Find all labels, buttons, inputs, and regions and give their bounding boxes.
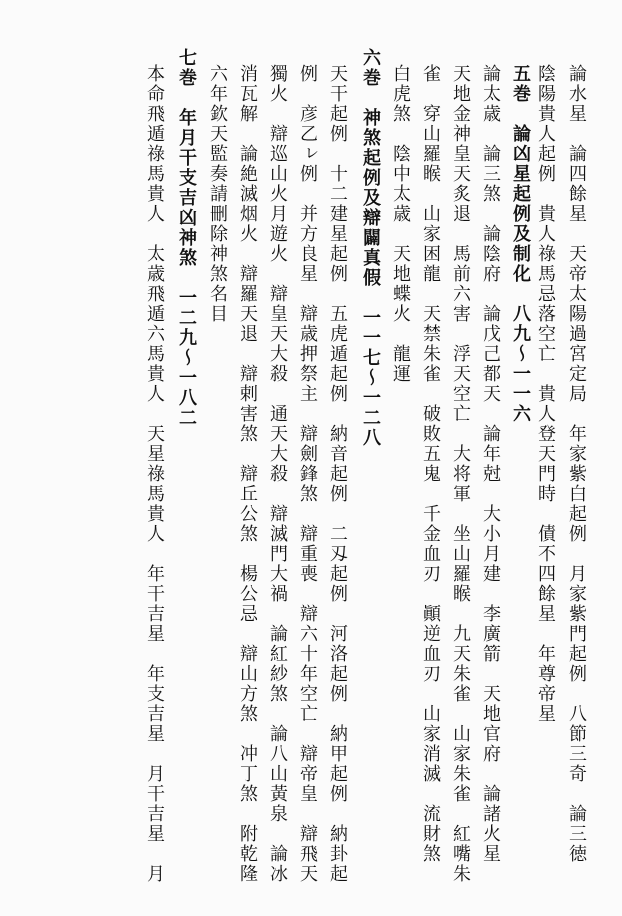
toc-column-15: 本命飛遁祿馬貴人 太歳飛遁六馬貴人 天星祿馬貴人 年干吉星 年支吉星 月干吉星 月	[144, 64, 165, 884]
toc-column-5: 天地金神皇天炙退 馬前六害 浮天空亡 大将軍 坐山羅睺 九天朱雀 山家朱雀 紅嘴朱	[450, 64, 471, 884]
toc-column-11: 獨火 辯巡山火月遊火 辯皇天大殺 通天大殺 辯滅門大禍 論紅紗煞 論八山黃泉 論冰	[267, 64, 288, 884]
toc-column-2: 陰陽貴人起例 貴人祿馬忌落空亡 貴人登天門時 債不四餘星 年尊帝星	[535, 64, 556, 724]
toc-column-1: 論水星 論四餘星 天帝太陽過宮定局 年家紫白起例 月家紫門起例 八節三奇 論三徳	[566, 64, 587, 864]
toc-column-7: 白虎煞 陰中太歳 天地蝶火 龍運	[390, 64, 411, 384]
toc-column-9: 天干起例 十二建星起例 五虎遁起例 納音起例 二刄起例 河洛起例 納甲起例 納卦起	[327, 64, 348, 884]
toc-column-13: 六年欽天監奏請刪除神煞名目	[207, 64, 228, 324]
volume-6-heading: 六巻 神煞起例及辯闢真假 一一七〜一二八	[360, 48, 381, 448]
volume-7-heading: 七巻 年月干支吉凶神煞 一二九〜一八二	[176, 48, 197, 428]
toc-column-12: 消瓦解 論絶滅烟火 辯羅天退 辯剌害煞 辯丘公煞 楊公忌 辯山方煞 冲丁煞 附乾隆	[237, 64, 258, 884]
toc-column-6: 雀 穿山羅睺 山家困龍 天禁朱雀 破敗五鬼 千金血刃 顚逆血刃 山家消滅 流財煞	[420, 64, 441, 864]
toc-column-10: 例 彦乙ㇾ例 并方良星 辯歳押祭主 辯劍鋒煞 辯重喪 辯六十年空亡 辯帝皇 辯飛天	[297, 64, 318, 884]
volume-5-heading: 五巻 論凶星起例及制化 八九〜一一六	[510, 64, 531, 424]
toc-column-4: 論太歳 論三煞 論陰府 論戊己都天 論年尅 大小月建 李廣箭 天地官府 論諸火星	[480, 64, 501, 864]
